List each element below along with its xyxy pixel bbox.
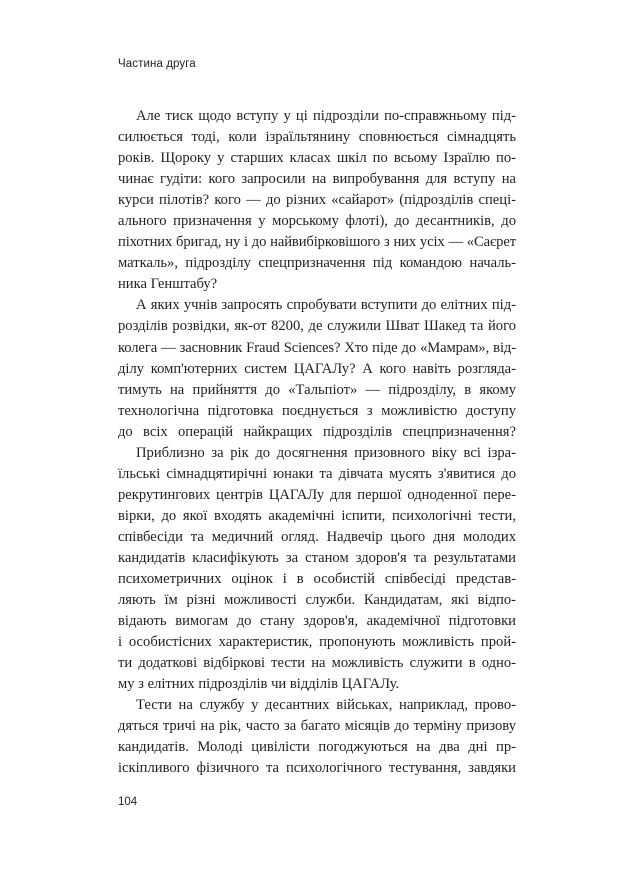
text-line: і особистісних характеристик, пропонують можливість прой- <box>118 634 516 651</box>
paragraph-1 <box>118 106 516 295</box>
text-line: му з елітних підрозділів чи відділів ЦАГАЛу. <box>118 676 400 693</box>
text-line: тимуть на прийняття до «Тальпіот» — підрозділу, в якому <box>118 381 516 398</box>
running-head: Частина друга <box>118 58 196 70</box>
paragraph-2 <box>118 295 516 442</box>
text-line: вірки, до якої входять академічні іспити, психологічні тести, <box>118 507 516 524</box>
text-line: дяться тричі на рік, часто за багато місяців до терміну призову <box>118 718 516 735</box>
text-line: рекрутингових центрів ЦАГАЛу для першої одноденної пере- <box>118 486 516 503</box>
text-line: кандидатів класифікують за станом здоров'я та результатами <box>118 549 516 566</box>
page-number: 104 <box>118 796 138 808</box>
text-line: А яких учнів запросять спробувати вступити до елітних під- <box>136 297 516 314</box>
paragraph-3 <box>118 443 516 696</box>
text-line: ділу комп'ютерних систем ЦАГАЛу? А кого навіть розгляда- <box>118 360 516 377</box>
text-line: технологічна підготовка поєднується з можливістю доступу <box>118 402 516 419</box>
text-line: ти додаткові відбіркові тести на можливість служити в одно- <box>118 655 516 672</box>
text-line: відають вимогам до стану здоров'я, академічної підготовки <box>118 613 516 630</box>
text-line: іскіпливого фізичного та психологічного тестування, завдяки <box>118 760 516 777</box>
text-line: піхотних бригад, ну і до найвибірковішого з них усіх — «Саєрет <box>118 234 516 251</box>
text-line: ального призначення у морському флоті), до десантників, до <box>118 213 516 230</box>
text-line: їльські сімнадцятирічні юнаки та дівчата мусять з'явитися до <box>118 465 516 482</box>
paragraph-4 <box>118 695 516 779</box>
body-text <box>118 106 516 780</box>
text-line: психометричних оцінок і в особистій співбесіді представ- <box>118 571 516 588</box>
text-line: чинає гудіти: кого запросили на випробування для вступу на <box>118 171 516 188</box>
text-line: Приблизно за рік до досягнення призовного віку всі ізра- <box>136 444 516 461</box>
text-line: курси пілотів? кого — до різних «сайарот» (підрозділів спеці- <box>118 192 516 209</box>
text-line: розділів розвідки, як-от 8200, де служили Шват Шакед та його <box>118 318 516 335</box>
text-line: Але тиск щодо вступу у ці підрозділи по-справжньому під- <box>136 108 516 124</box>
text-line: ника Генштабу? <box>118 276 218 293</box>
text-line: співбесіди та медичний огляд. Надвечір цього дня молодих <box>118 528 516 545</box>
text-line: Тести на службу у десантних військах, наприклад, прово- <box>136 697 516 714</box>
text-line: силюється тоді, коли ізраїльтянину сповнюється сімнадцять <box>118 129 516 146</box>
text-line: до всіх операцій найкращих підрозділів спецпризначення? <box>118 423 516 440</box>
text-line: колега — засновник Fraud Sciences? Хто піде до «Мамрам», від- <box>118 339 516 356</box>
text-line: кандидатів. Молоді цивілісти погоджуються на два дні пр- <box>118 739 516 756</box>
text-line: ляють їм різні можливості служби. Кандидатам, які відпо- <box>118 592 516 609</box>
text-line: маткаль», підрозділу спецпризначення під командою началь- <box>118 255 516 272</box>
text-line: років. Щороку у старших класах шкіл по всьому Ізраїлю по- <box>118 150 516 167</box>
